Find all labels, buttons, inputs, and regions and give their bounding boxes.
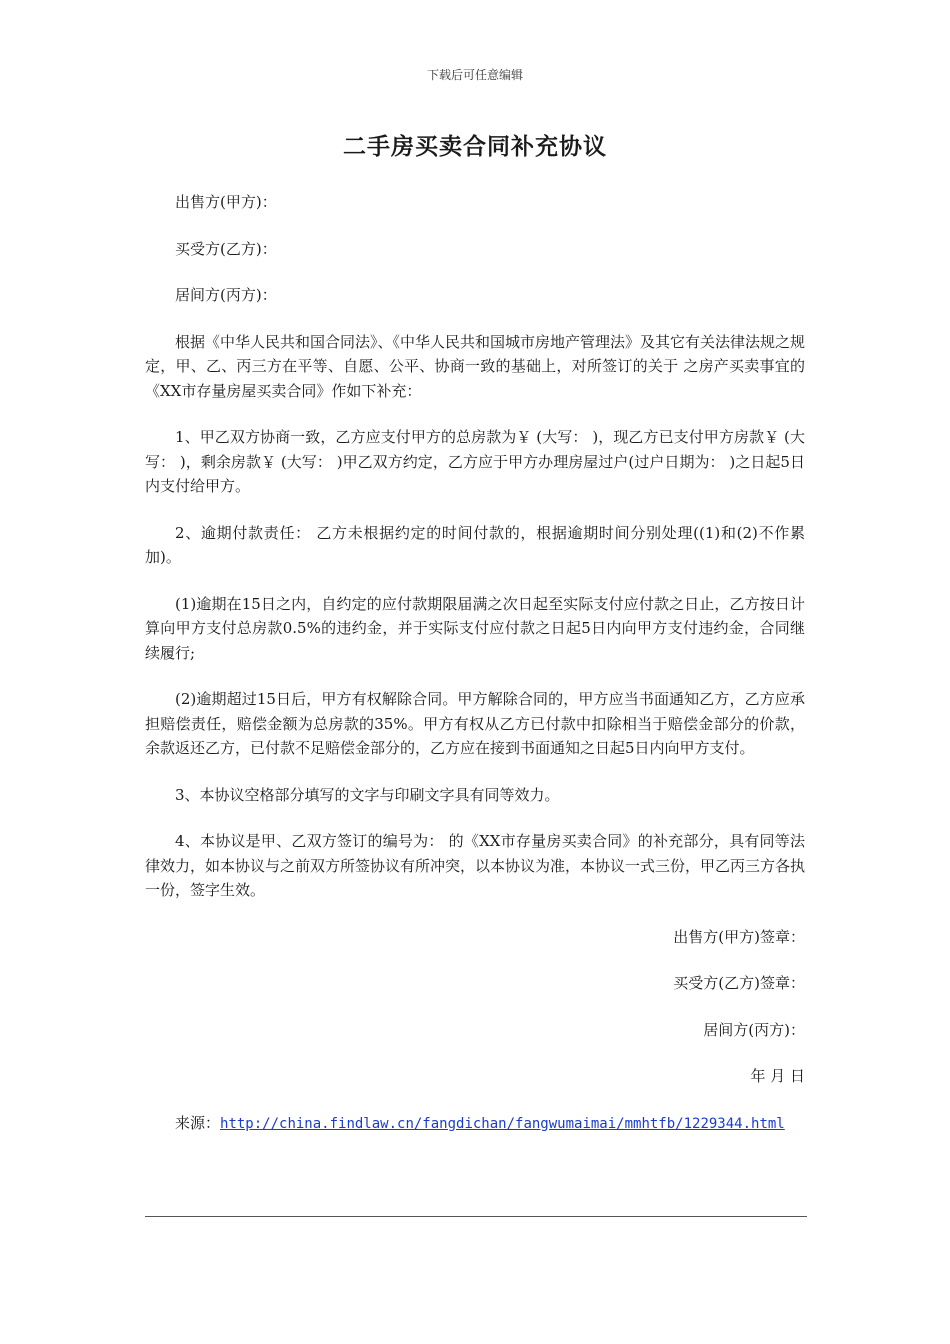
party-buyer: 买受方(乙方)：	[175, 239, 277, 258]
party-seller: 出售方(甲方)：	[175, 193, 277, 211]
source-label: 来源：	[175, 1113, 221, 1132]
signature-buyer: 买受方(乙方)签章：	[673, 974, 805, 992]
clause-2-item-2-paragraph: (2)逾期超过15日后，甲方有权解除合同。甲方解除合同的，甲方应当书面通知乙方，乙方应承担赔偿责任，赔偿金额为总房款的35%。甲方有权从乙方已付款中扣除相当于赔偿金部分的价款，余款返还乙方，已付款不足赔偿金部分的，乙方应在接到书面通知之日起5日内向甲方支付。	[145, 690, 805, 757]
clause-1-paragraph: 1、甲乙双方协商一致，乙方应支付甲方的总房款为￥ (大写： )，现乙方已支付甲方房款￥ (大写： )，剩余房款￥ (大写： )甲乙双方约定，乙方应于甲方办理房屋过户(过户日期为： )之日起5日内支付给甲方。	[145, 428, 805, 495]
clause-2-item-1-paragraph: (1)逾期在15日之内，自约定的应付款期限届满之次日起至实际支付应付款之日止，乙方按日计算向甲方支付总房款0.5%的违约金，并于实际支付应付款之日起5日内向甲方支付违约金，合同继续履行;	[145, 594, 805, 662]
signature-intermediary: 居间方(丙方)：	[703, 1020, 805, 1039]
source-line	[145, 1111, 805, 1137]
source-link[interactable]: http://china.findlaw.cn/fangdichan/fangwumaimai/mmhtfb/1229344.html	[220, 1115, 785, 1132]
clause-3-paragraph: 3、本协议空格部分填写的文字与印刷文字具有同等效力。	[175, 785, 560, 804]
signature-seller: 出售方(甲方)签章：	[673, 927, 805, 946]
clause-4-paragraph: 4、本协议是甲、乙双方签订的编号为： 的《XX市存量房买卖合同》的补充部分，具有同等法律效力，如本协议与之前双方所签协议有所冲突，以本协议为准，本协议一式三份，甲乙丙三方各执一份，签字生效。	[145, 832, 806, 899]
header-note: 下载后可任意编辑	[426, 68, 523, 82]
signature-date: 年 月 日	[750, 1067, 805, 1085]
party-intermediary: 居间方(丙方)：	[175, 286, 277, 304]
footer-divider	[145, 1216, 807, 1217]
document-body	[145, 190, 805, 1136]
document-title: 二手房买卖合同补充协议	[343, 134, 607, 160]
clause-2-paragraph: 2、逾期付款责任： 乙方未根据约定的时间付款的，根据逾期时间分别处理((1)和(2)不作累加)。	[145, 523, 805, 566]
preamble-paragraph: 根据《中华人民共和国合同法》、《中华人民共和国城市房地产管理法》及其它有关法律法规之规定，甲、乙、丙三方在平等、自愿、公平、协商一致的基础上，对所签订的关于 之房产买卖事宜的《XX市存量房屋买卖合同》作如下补充：	[145, 332, 806, 400]
